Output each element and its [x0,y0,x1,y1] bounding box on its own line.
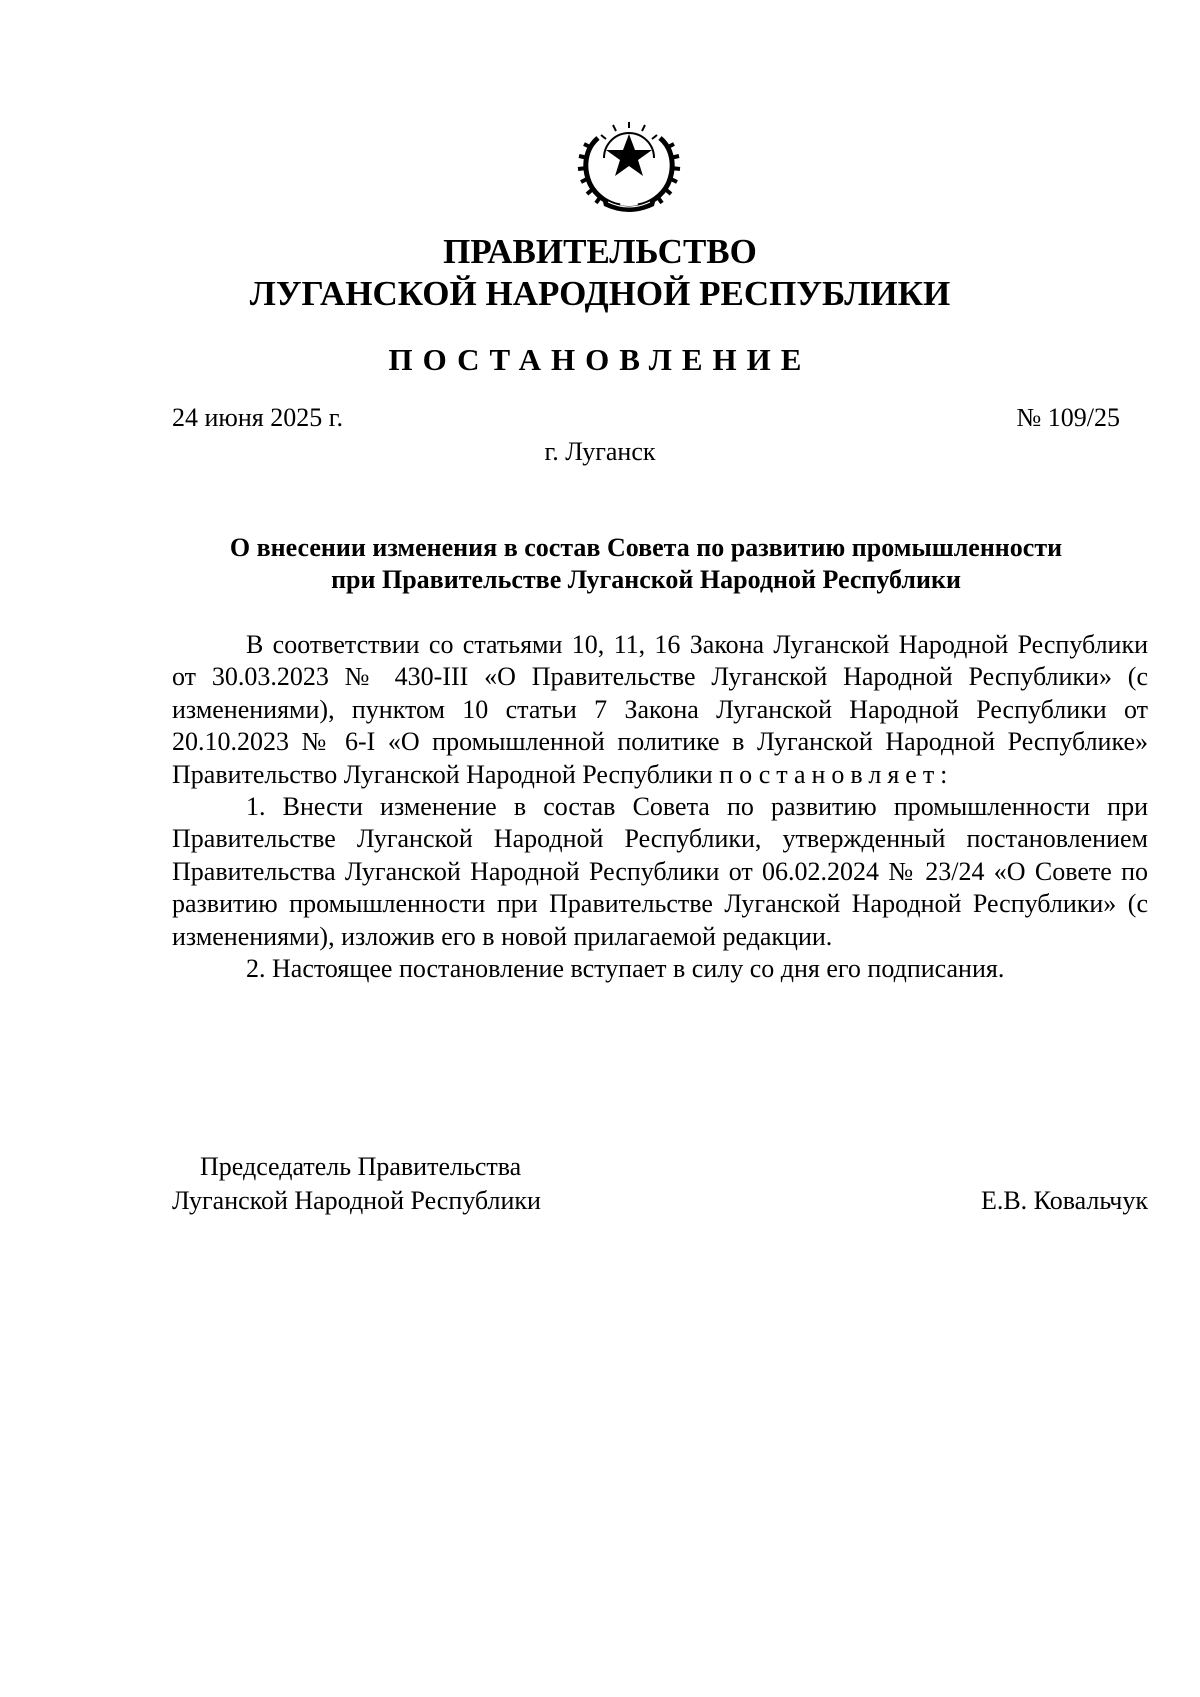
signatory-name: Е.В. Ковальчук [980,1186,1148,1215]
signatory-title-line2: Луганской Народной Республики [172,1186,541,1215]
preamble-text: В соответствии со статьями 10, 11, 16 Закона Луганской Народной Республики от 30.03.2023 № 430-III «О Правительстве Луганской Народной Республики» (с изменениями), пунктом 10 статьи 7 Закона Луганской Народной Республики от 20.10.2023 № 6-I «О промышленной политике в Луганской Народной Республике» Правительство Луганской Народной Республики [172,630,1148,789]
item-2-paragraph: 2. Настоящее постановление вступает в силу со дня его подписания. [246,954,1005,984]
document-type: ПОСТАНОВЛЕНИЕ [388,342,812,377]
document-city: г. Луганск [544,437,656,466]
document-number: № 109/25 [1016,403,1120,432]
signatory-title-line1: Председатель Правительства [200,1152,522,1181]
preamble-paragraph [172,629,1148,791]
decree-word: постановляет: [719,759,954,789]
document-body [172,629,1148,985]
subject-line1: О внесении изменения в состав Совета по развитию промышленности [229,533,1063,562]
document-subject [172,532,1120,596]
item-1-paragraph: 1. Внести изменение в состав Совета по развитию промышленности при Правительстве Луганской Народной Республики, утвержденный постановлением Правительства Луганской Народной Республики от 06.02.2024 № 23/24 «О Совете по развитию промышленности при Правительстве Луганской Народной Республики» (с изменениями), изложив его в новой прилагаемой редакции. [172,792,1148,951]
government-title-line2: ЛУГАНСКОЙ НАРОДНОЙ РЕСПУБЛИКИ [249,274,951,313]
subject-line2: при Правительстве Луганской Народной Республики [331,565,961,594]
government-title-line1: ПРАВИТЕЛЬСТВО [443,232,757,271]
lpr-coat-of-arms-icon [568,118,690,218]
document-date: 24 июня 2025 г. [172,403,343,432]
signatory-title [172,1150,541,1218]
